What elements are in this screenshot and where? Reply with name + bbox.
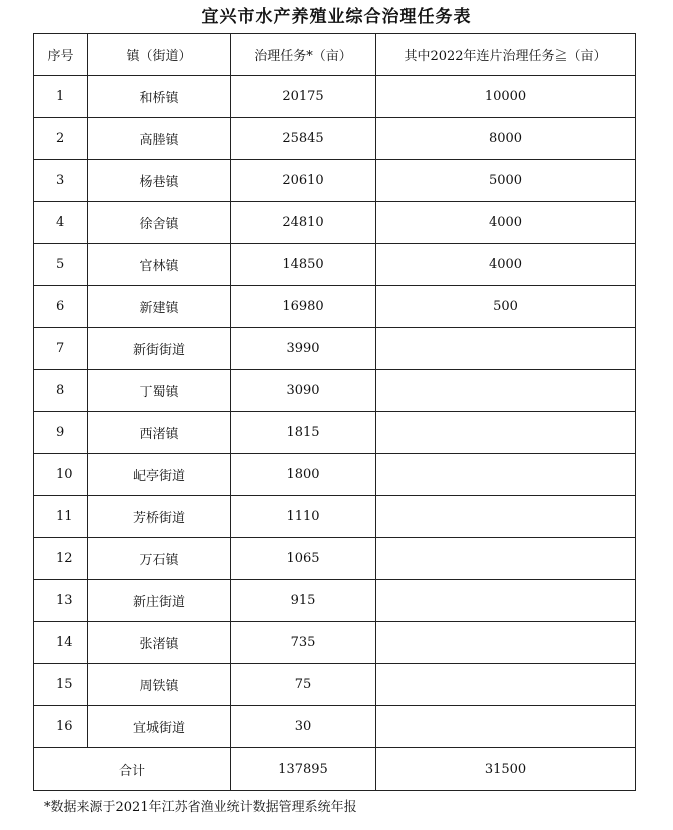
row-task: 14850 (231, 244, 376, 286)
table-row (34, 454, 636, 496)
row-task-2022 (376, 622, 636, 664)
row-seq: 4 (34, 202, 88, 244)
row-task: 3090 (231, 370, 376, 412)
header-town: 镇（街道） (88, 34, 231, 76)
row-task: 1815 (231, 412, 376, 454)
row-town: 宜城街道 (88, 706, 231, 748)
header-seq: 序号 (34, 34, 88, 76)
row-task-2022 (376, 370, 636, 412)
table-row (34, 622, 636, 664)
table-footer (34, 748, 636, 791)
row-town: 西渚镇 (88, 412, 231, 454)
row-town: 周铁镇 (88, 664, 231, 706)
table-row (34, 160, 636, 202)
table-row (34, 664, 636, 706)
row-task-2022: 500 (376, 286, 636, 328)
table-row (34, 580, 636, 622)
row-task: 75 (231, 664, 376, 706)
table-row (34, 118, 636, 160)
page-title: 宜兴市水产养殖业综合治理任务表 (201, 7, 472, 27)
total-row (34, 748, 636, 791)
table-row (34, 244, 636, 286)
table-row (34, 496, 636, 538)
total-task-2022: 31500 (376, 748, 636, 791)
footnote: *数据来源于2021年江苏省渔业统计数据管理系统年报 (44, 800, 357, 815)
row-task: 16980 (231, 286, 376, 328)
row-town: 屺亭街道 (88, 454, 231, 496)
row-seq: 10 (34, 454, 88, 496)
row-task: 20175 (231, 76, 376, 118)
row-task-2022 (376, 412, 636, 454)
row-town: 徐舍镇 (88, 202, 231, 244)
row-town: 新街街道 (88, 328, 231, 370)
table-row (34, 706, 636, 748)
table-row (34, 328, 636, 370)
total-task: 137895 (231, 748, 376, 791)
row-seq: 11 (34, 496, 88, 538)
row-task-2022 (376, 496, 636, 538)
row-task: 1110 (231, 496, 376, 538)
row-task-2022: 8000 (376, 118, 636, 160)
row-task-2022: 4000 (376, 244, 636, 286)
row-task-2022 (376, 454, 636, 496)
row-task-2022: 10000 (376, 76, 636, 118)
row-town: 新庄街道 (88, 580, 231, 622)
table-header (34, 34, 636, 76)
row-task: 25845 (231, 118, 376, 160)
row-task: 30 (231, 706, 376, 748)
table-row (34, 370, 636, 412)
task-table (33, 33, 636, 791)
row-task: 1065 (231, 538, 376, 580)
row-task: 1800 (231, 454, 376, 496)
row-task-2022: 4000 (376, 202, 636, 244)
row-task: 915 (231, 580, 376, 622)
header-task-2022: 其中2022年连片治理任务≧（亩） (376, 34, 636, 76)
row-town: 高塍镇 (88, 118, 231, 160)
header-row (34, 34, 636, 76)
row-task-2022 (376, 328, 636, 370)
row-town: 官林镇 (88, 244, 231, 286)
row-town: 新建镇 (88, 286, 231, 328)
row-seq: 2 (34, 118, 88, 160)
row-town: 张渚镇 (88, 622, 231, 664)
table-row (34, 202, 636, 244)
row-seq: 6 (34, 286, 88, 328)
row-task-2022 (376, 664, 636, 706)
row-town: 万石镇 (88, 538, 231, 580)
total-label: 合计 (34, 748, 231, 791)
table-body (34, 76, 636, 748)
row-task: 20610 (231, 160, 376, 202)
row-seq: 9 (34, 412, 88, 454)
row-task: 24810 (231, 202, 376, 244)
row-task: 3990 (231, 328, 376, 370)
row-seq: 13 (34, 580, 88, 622)
row-seq: 14 (34, 622, 88, 664)
row-seq: 7 (34, 328, 88, 370)
table-row (34, 538, 636, 580)
row-task-2022 (376, 538, 636, 580)
table-row (34, 286, 636, 328)
row-seq: 5 (34, 244, 88, 286)
row-task: 735 (231, 622, 376, 664)
row-town: 丁蜀镇 (88, 370, 231, 412)
row-seq: 3 (34, 160, 88, 202)
row-seq: 1 (34, 76, 88, 118)
row-town: 杨巷镇 (88, 160, 231, 202)
row-seq: 15 (34, 664, 88, 706)
row-town: 和桥镇 (88, 76, 231, 118)
table-row (34, 412, 636, 454)
row-seq: 12 (34, 538, 88, 580)
row-task-2022: 5000 (376, 160, 636, 202)
row-task-2022 (376, 706, 636, 748)
table-row (34, 76, 636, 118)
row-seq: 8 (34, 370, 88, 412)
row-town: 芳桥街道 (88, 496, 231, 538)
row-task-2022 (376, 580, 636, 622)
row-seq: 16 (34, 706, 88, 748)
header-task: 治理任务*（亩） (231, 34, 376, 76)
